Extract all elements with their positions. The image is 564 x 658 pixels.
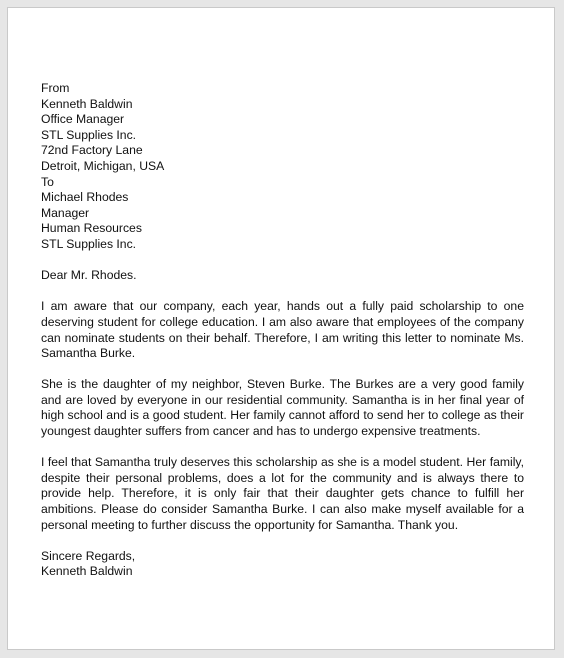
sender-title: Office Manager	[41, 112, 125, 127]
recipient-name: Michael Rhodes	[41, 190, 129, 205]
recipient-department: Human Resources	[41, 221, 142, 236]
recipient-company: STL Supplies Inc.	[41, 236, 137, 251]
paragraph-3: I feel that Samantha truly deserves this scholarship as she is a model student. Her family, despite their personal problems, does a lot for the community and is always there to provide help. Therefore, it is only fair that their daughter gets chance to fulfill her ambitions. Please do consider Samantha Burke. I can also make myself available for a personal meeting to further discuss the opportunity for Samantha. Thank you.	[41, 455, 524, 532]
sender-company: STL Supplies Inc.	[41, 127, 137, 142]
sender-city: Detroit, Michigan, USA	[41, 158, 165, 173]
signature-name: Kenneth Baldwin	[41, 564, 133, 579]
letter-page	[7, 7, 555, 650]
sender-block	[41, 81, 524, 175]
closing-phrase: Sincere Regards,	[41, 548, 136, 563]
sender-name: Kenneth Baldwin	[41, 96, 133, 111]
sender-street: 72nd Factory Lane	[41, 143, 143, 158]
sender-label: From	[41, 81, 70, 95]
recipient-label: To	[41, 174, 54, 189]
letter-body	[41, 81, 524, 580]
recipient-title: Manager	[41, 205, 90, 220]
salutation: Dear Mr. Rhodes.	[41, 268, 137, 283]
closing-block	[41, 549, 524, 580]
recipient-block	[41, 175, 524, 253]
paragraph-2: She is the daughter of my neighbor, Steven Burke. The Burkes are a very good family and are loved by everyone in our residential community. Samantha is in her final year of high school and is a good student. Her family cannot afford to send her to college as their youngest daughter suffers from cancer and has to undergo expensive treatments.	[41, 377, 524, 439]
paragraph-1: I am aware that our company, each year, hands out a fully paid scholarship to one deserving student for college education. I am also aware that employees of the company can nominate students on their behalf. Therefore, I am writing this letter to nominate Ms. Samantha Burke.	[41, 299, 524, 361]
